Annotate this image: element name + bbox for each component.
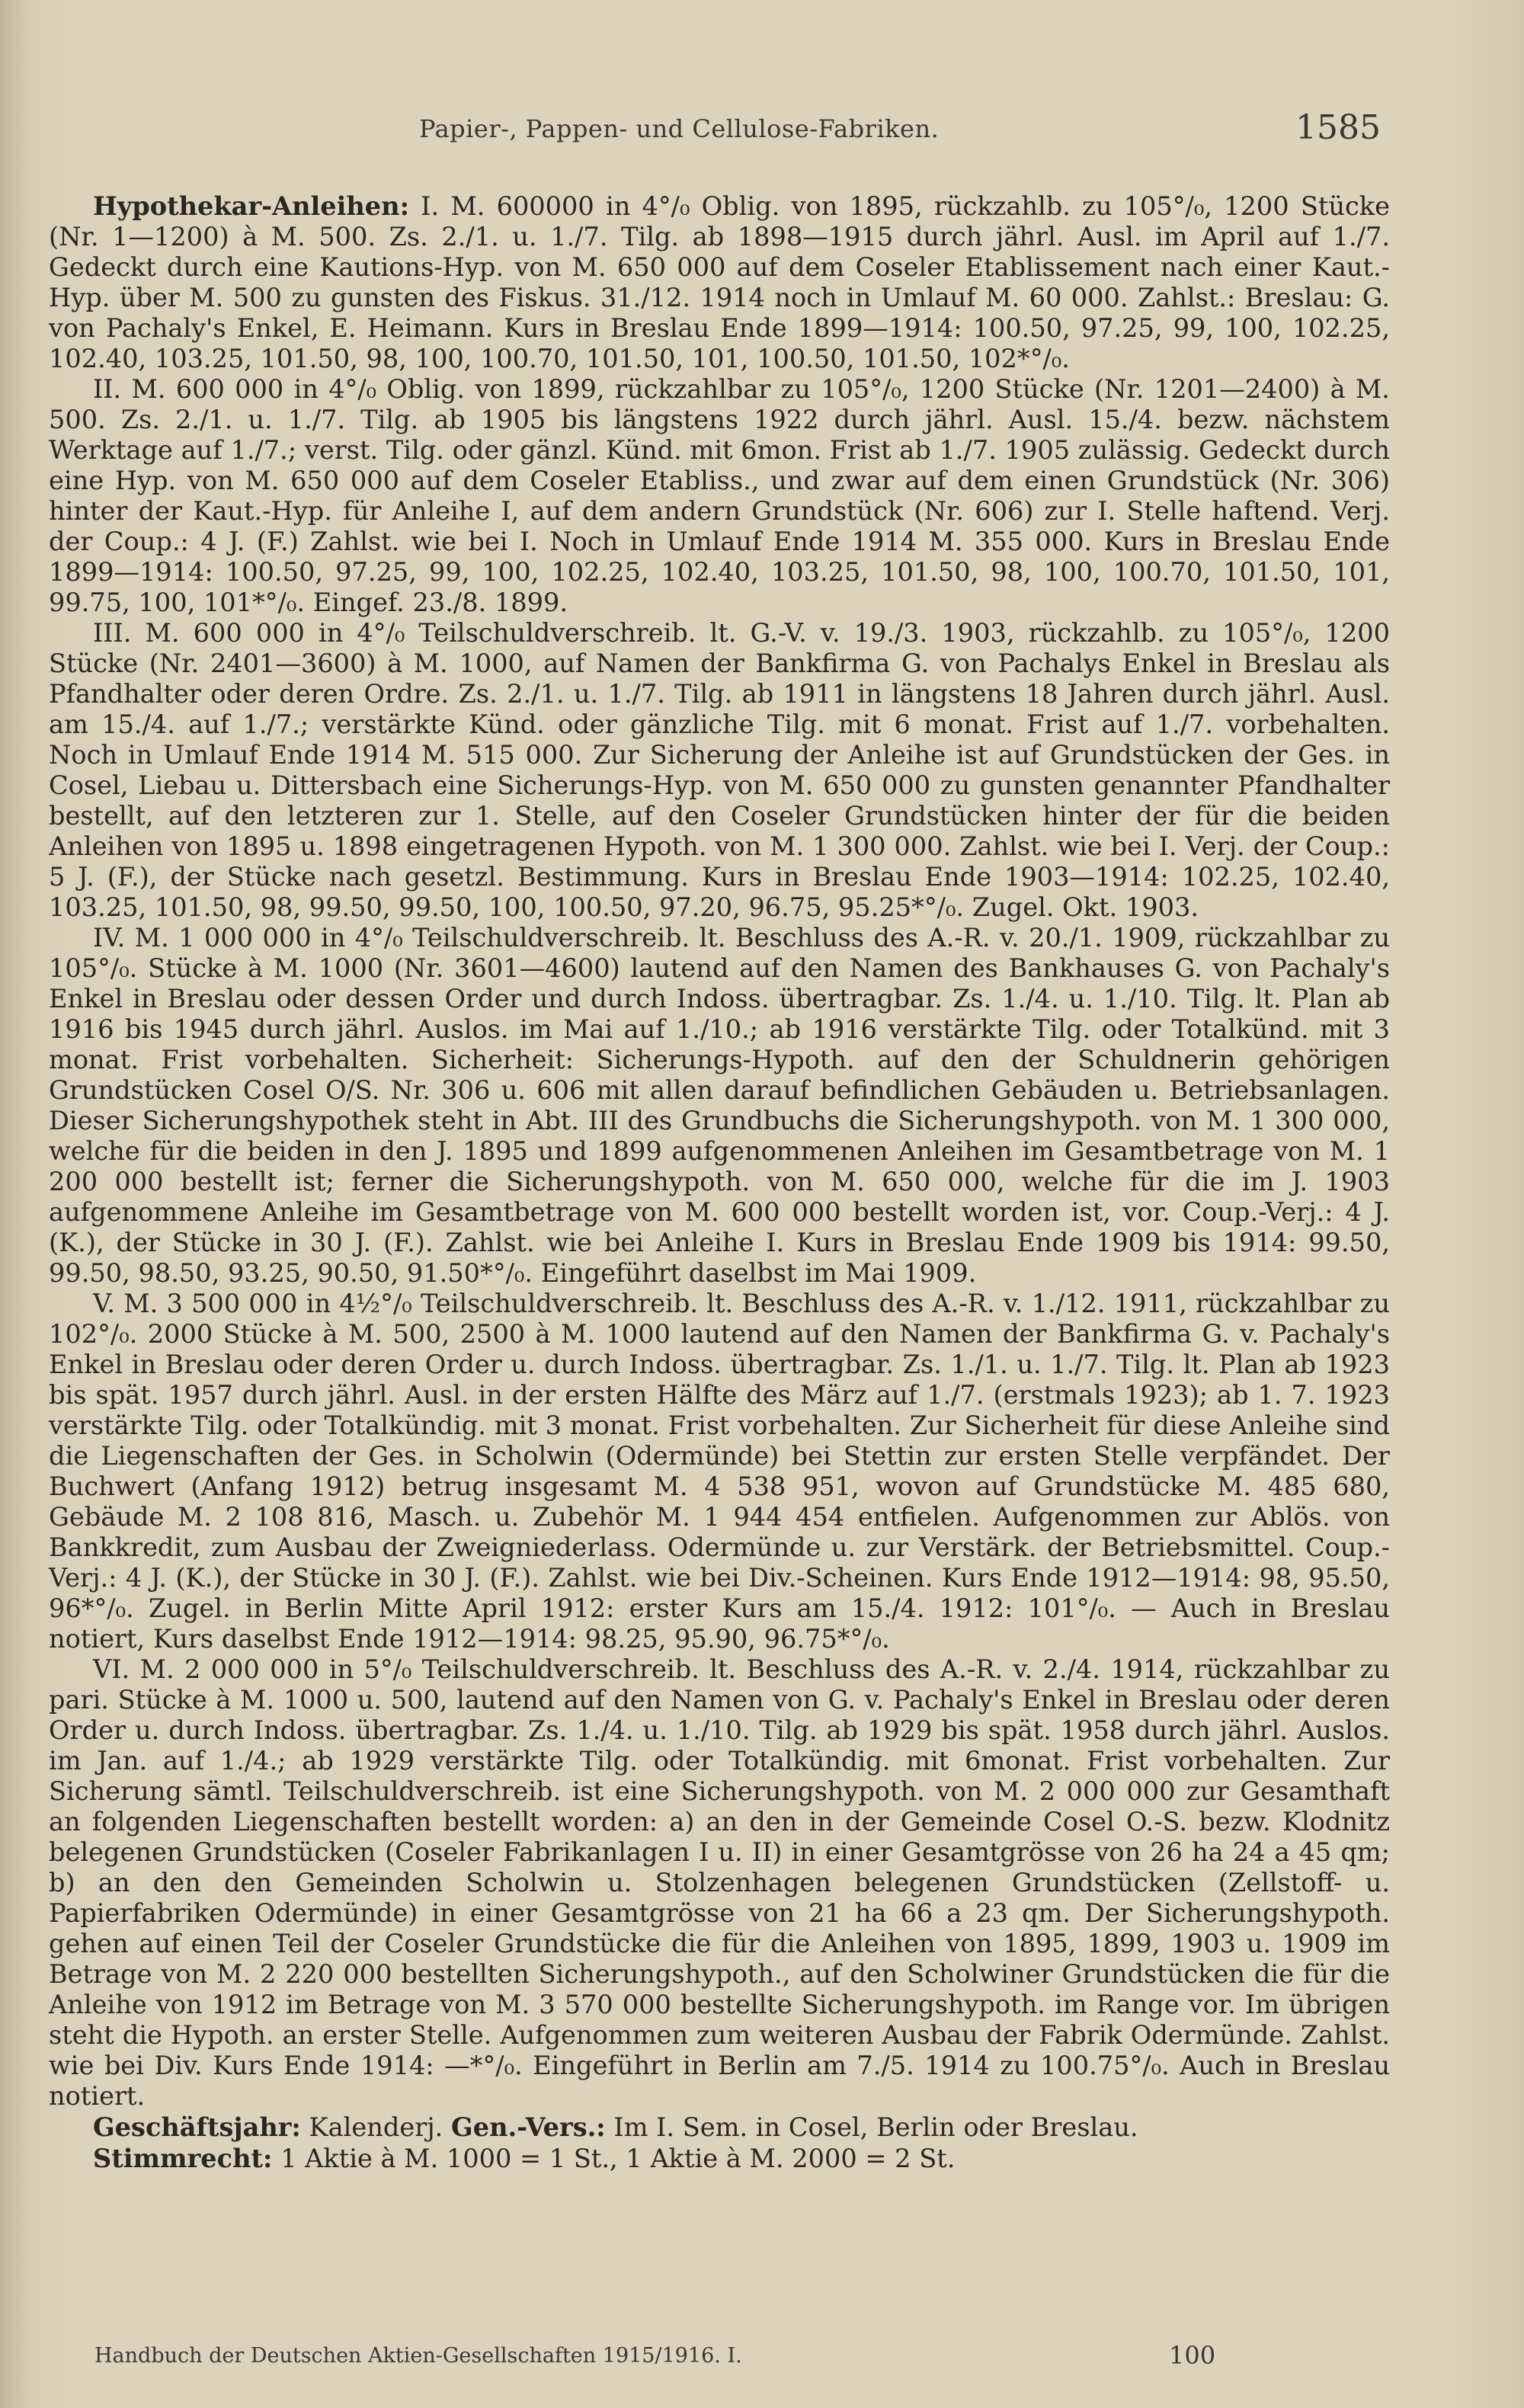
stimmrecht-label: Stimmrecht: <box>93 2143 273 2173</box>
geschaeftsjahr-label: Geschäftsjahr: <box>93 2112 301 2142</box>
geschaeftsjahr-text: Kalenderj. <box>300 2112 452 2142</box>
page-header <box>0 108 1524 160</box>
body-text <box>49 191 1390 2174</box>
stimmrecht-text: 1 Aktie à M. 1000 = 1 St., 1 Aktie à M. 2000 = 2 St. <box>272 2144 956 2173</box>
section-hypothekar-i <box>49 191 1390 374</box>
section-i-text: I. M. 600000 in 4°/₀ Oblig. von 1895, rückzahlb. zu 105°/₀, 1200 Stücke (Nr. 1—1200) à M. 500. Zs. 2./1. u. 1./7. Tilg. ab 1898—1915 durch jährl. Ausl. im April auf 1./7. Gedeckt durch eine Kautions-Hyp. von M. 650 000 auf dem Coseler Etablissement nach einer Kaut.-Hyp. über M. 500 zu gunsten des Fiskus. 31./12. 1914 noch in Umlauf M. 60 000. Zahlst.: Breslau: G. von Pachaly's Enkel, E. Heimann. Kurs in Breslau Ende 1899—1914: 100.50, 97.25, 99, 100, 102.25, 102.40, 103.25, 101.50, 98, 100, 100.70, 101.50, 101, 100.50, 101.50, 102*°/₀. <box>49 191 1390 373</box>
section-ii: II. M. 600 000 in 4°/₀ Oblig. von 1899, rückzahlbar zu 105°/₀, 1200 Stücke (Nr. 1201—2400) à M. 500. Zs. 2./1. u. 1./7. Tilg. ab 1905 bis längstens 1922 durch jährl. Ausl. 15./4. bezw. nächstem Werktage auf 1./7.; verst. Tilg. oder gänzl. Künd. mit 6mon. Frist ab 1./7. 1905 zulässig. Gedeckt durch eine Hyp. von M. 650 000 auf dem Coseler Etabliss., und zwar auf dem einen Grundstück (Nr. 306) hinter der Kaut.-Hyp. für Anleihe I, auf dem andern Grundstück (Nr. 606) zur I. Stelle haftend. Verj. der Coup.: 4 J. (F.) Zahlst. wie bei I. Noch in Umlauf Ende 1914 M. 355 000. Kurs in Breslau Ende 1899—1914: 100.50, 97.25, 99, 100, 102.25, 102.40, 103.25, 101.50, 98, 100, 100.70, 101.50, 101, 99.75, 100, 101*°/₀. Eingef. 23./8. 1899. <box>49 374 1390 617</box>
meta-line-1 <box>49 2112 1390 2143</box>
page-footer <box>94 2341 1436 2374</box>
intro-label: Hypothekar-Anleihen: <box>93 191 409 221</box>
section-iii: III. M. 600 000 in 4°/₀ Teilschuldverschreib. lt. G.-V. v. 19./3. 1903, rückzahlb. zu 105°/₀, 1200 Stücke (Nr. 2401—3600) à M. 1000, auf Namen der Bankfirma G. von Pachalys Enkel in Breslau als Pfandhalter oder deren Ordre. Zs. 2./1. u. 1./7. Tilg. ab 1911 in längstens 18 Jahren durch jährl. Ausl. am 15./4. auf 1./7.; verstärkte Künd. oder gänzliche Tilg. mit 6 monat. Frist auf 1./7. vorbehalten. Noch in Umlauf Ende 1914 M. 515 000. Zur Sicherung der Anleihe ist auf Grundstücken der Ges. in Cosel, Liebau u. Dittersbach eine Sicherungs-Hyp. von M. 650 000 zu gunsten genannter Pfandhalter bestellt, auf den letzteren zur 1. Stelle, auf den Coseler Grundstücken hinter der für die beiden Anleihen von 1895 u. 1898 eingetragenen Hypoth. von M. 1 300 000. Zahlst. wie bei I. Verj. der Coup.: 5 J. (F.), der Stücke nach gesetzl. Bestimmung. Kurs in Breslau Ende 1903—1914: 102.25, 102.40, 103.25, 101.50, 98, 99.50, 99.50, 100, 100.50, 97.20, 96.75, 95.25*°/₀. Zugel. Okt. 1903. <box>49 618 1390 922</box>
section-iv: IV. M. 1 000 000 in 4°/₀ Teilschuldverschreib. lt. Beschluss des A.-R. v. 20./1. 1909, rückzahlbar zu 105°/₀. Stücke à M. 1000 (Nr. 3601—4600) lautend auf den Namen des Bankhauses G. von Pachaly's Enkel in Breslau oder dessen Order und durch Indoss. übertragbar. Zs. 1./4. u. 1./10. Tilg. lt. Plan ab 1916 bis 1945 durch jährl. Auslos. im Mai auf 1./10.; ab 1916 verstärkte Tilg. oder Totalkünd. mit 3 monat. Frist vorbehalten. Sicherheit: Sicherungs-Hypoth. auf den der Schuldnerin gehörigen Grundstücken Cosel O/S. Nr. 306 u. 606 mit allen darauf befindlichen Gebäuden u. Betriebsanlagen. Dieser Sicherungshypothek steht in Abt. III des Grundbuchs die Sicherungshypoth. von M. 1 300 000, welche für die beiden in den J. 1895 und 1899 aufgenommenen Anleihen im Gesamtbetrage von M. 1 200 000 bestellt ist; ferner die Sicherungshypoth. von M. 650 000, welche für die im J. 1903 aufgenommene Anleihe im Gesamtbetrage von M. 600 000 bestellt worden ist, vor. Coup.-Verj.: 4 J. (K.), der Stücke in 30 J. (F.). Zahlst. wie bei Anleihe I. Kurs in Breslau Ende 1909 bis 1914: 99.50, 99.50, 98.50, 93.25, 90.50, 91.50*°/₀. Eingeführt daselbst im Mai 1909. <box>49 923 1390 1288</box>
section-vi: VI. M. 2 000 000 in 5°/₀ Teilschuldverschreib. lt. Beschluss des A.-R. v. 2./4. 1914, rückzahlbar zu pari. Stücke à M. 1000 u. 500, lautend auf den Namen von G. v. Pachaly's Enkel in Breslau oder deren Order u. durch Indoss. übertragbar. Zs. 1./4. u. 1./10. Tilg. ab 1929 bis spät. 1958 durch jährl. Auslos. im Jan. auf 1./4.; ab 1929 verstärkte Tilg. oder Totalkündig. mit 6monat. Frist vorbehalten. Zur Sicherung sämtl. Teilschuldverschreib. ist eine Sicherungshypoth. von M. 2 000 000 zur Gesamthaft an folgenden Liegenschaften bestellt worden: a) an den in der Gemeinde Cosel O.-S. bezw. Klodnitz belegenen Grundstücken (Coseler Fabrikanlagen I u. II) in einer Gesamtgrösse von 26 ha 24 a 45 qm; b) an den den Gemeinden Scholwin u. Stolzenhagen belegenen Grundstücken (Zellstoff- u. Papierfabriken Odermünde) in einer Gesamtgrösse von 21 ha 66 a 23 qm. Der Sicherungshypoth. gehen auf einen Teil der Coseler Grundstücke die für die Anleihen von 1895, 1899, 1903 u. 1909 im Betrage von M. 2 220 000 bestellten Sicherungshypoth., auf den Scholwiner Grundstücken die für die Anleihe von 1912 im Betrage von M. 3 570 000 bestellte Sicherungshypoth. im Range vor. Im übrigen steht die Hypoth. an erster Stelle. Aufgenommen zum weiteren Ausbau der Fabrik Odermünde. Zahlst. wie bei Div. Kurs Ende 1914: —*°/₀. Eingeführt in Berlin am 7./5. 1914 zu 100.75°/₀. Auch in Breslau notiert. <box>49 1654 1390 2111</box>
meta-line-2 <box>49 2143 1390 2174</box>
page-number: 1585 <box>1295 108 1381 147</box>
genvers-label: Gen.-Vers.: <box>451 2112 606 2142</box>
footer-source: Handbuch der Deutschen Aktien-Gesellschaften 1915/1916. I. <box>94 2344 742 2368</box>
genvers-text: Im I. Sem. in Cosel, Berlin oder Breslau. <box>605 2112 1138 2142</box>
running-title: Papier-, Pappen- und Cellulose-Fabriken. <box>419 114 940 143</box>
footer-folio: 100 <box>1169 2341 1216 2370</box>
section-v: V. M. 3 500 000 in 4½°/₀ Teilschuldverschreib. lt. Beschluss des A.-R. v. 1./12. 1911, rückzahlbar zu 102°/₀. 2000 Stücke à M. 500, 2500 à M. 1000 lautend auf den Namen der Bankfirma G. v. Pachaly's Enkel in Breslau oder deren Order u. durch Indoss. übertragbar. Zs. 1./1. u. 1./7. Tilg. lt. Plan ab 1923 bis spät. 1957 durch jährl. Ausl. in der ersten Hälfte des März auf 1./7. (erstmals 1923); ab 1. 7. 1923 verstärkte Tilg. oder Totalkündig. mit 3 monat. Frist vorbehalten. Zur Sicherheit für diese Anleihe sind die Liegenschaften der Ges. in Scholwin (Odermünde) bei Stettin zur ersten Stelle verpfändet. Der Buchwert (Anfang 1912) betrug insgesamt M. 4 538 951, wovon auf Grundstücke M. 485 680, Gebäude M. 2 108 816, Masch. u. Zubehör M. 1 944 454 entfielen. Aufgenommen zur Ablös. von Bankkredit, zum Ausbau der Zweigniederlass. Odermünde u. zur Verstärk. der Betriebsmittel. Coup.-Verj.: 4 J. (K.), der Stücke in 30 J. (F.). Zahlst. wie bei Div.-Scheinen. Kurs Ende 1912—1914: 98, 95.50, 96*°/₀. Zugel. in Berlin Mitte April 1912: erster Kurs am 15./4. 1912: 101°/₀. — Auch in Breslau notiert, Kurs daselbst Ende 1912—1914: 98.25, 95.90, 96.75*°/₀. <box>49 1289 1390 1654</box>
